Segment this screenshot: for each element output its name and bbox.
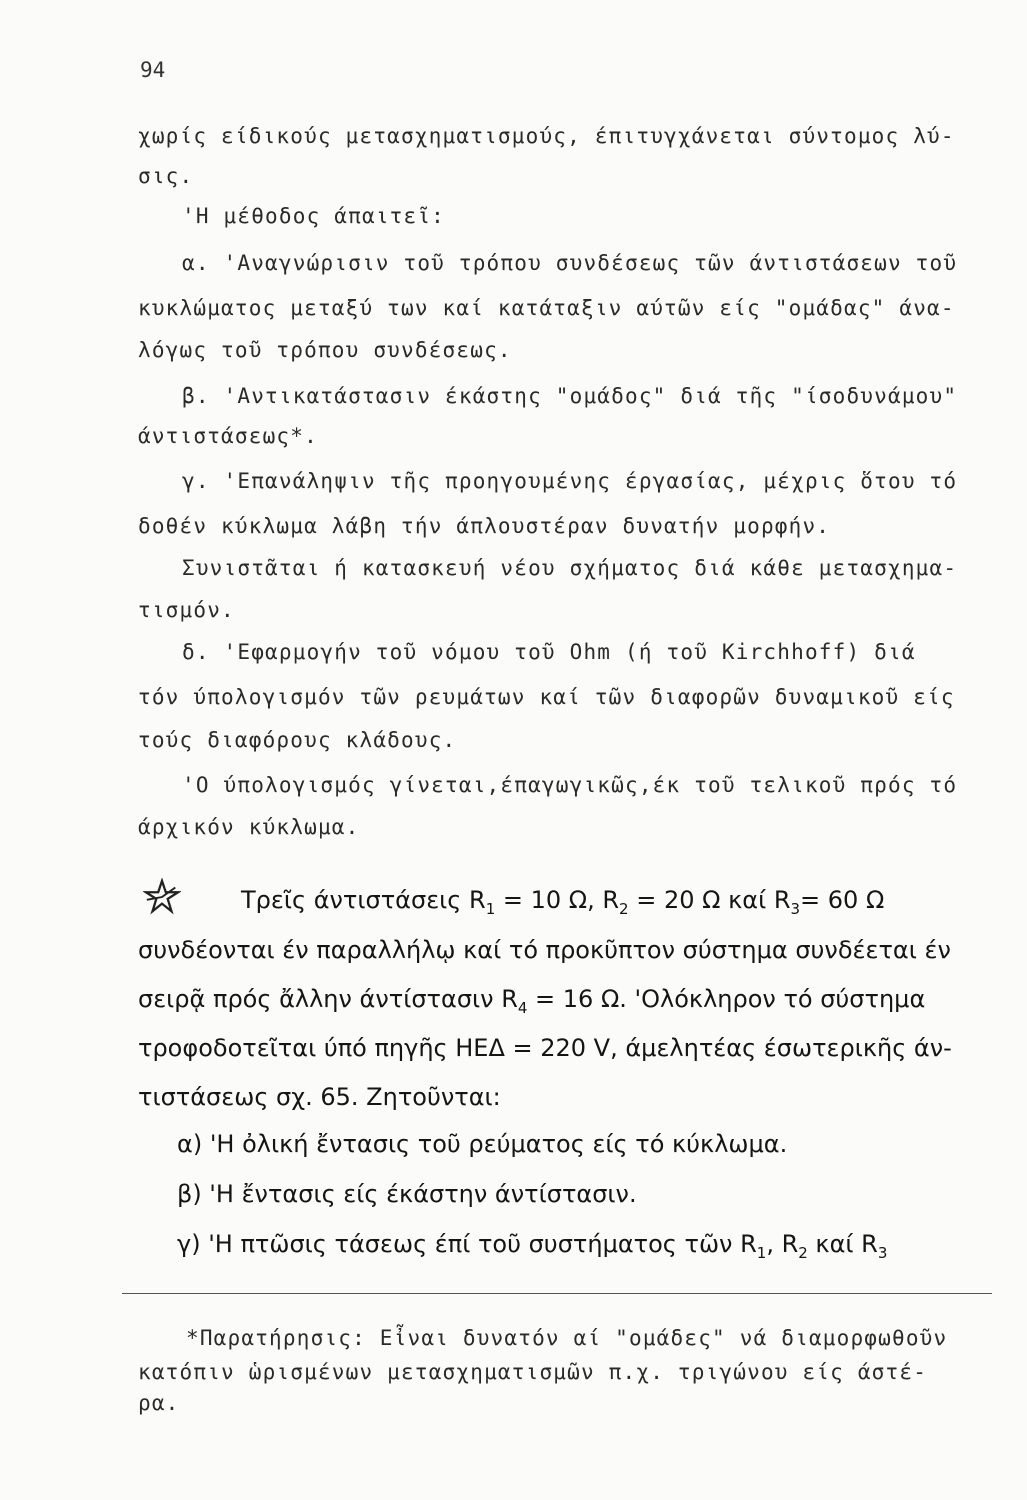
body-line: λόγως τοῦ τρόπου συνδέσεως. [138,338,512,362]
body-line: Συνιστᾶται ή κατασκευή νέου σχήματος διά κάθε μετασχημα- [182,556,958,580]
problem-line-3: σειρᾷ πρός ἄλλην άντίστασιν $R_4 = 16$ Ω. 'Ολόκληρον τό σύστημα [138,985,926,1017]
body-line: 'Ο ύπολογισμός γίνεται,έπαγωγικῶς,έκ τοῦ τελικοῦ πρός τό [182,773,958,797]
page-number: 94 [140,58,166,82]
body-line: χωρίς είδικούς μετασχηματισμούς, έπιτυγχάνεται σύντομος λύ- [138,124,955,148]
footnote-divider [122,1293,992,1294]
footnote-line: *Παρατήρησις: Εἶναι δυνατόν αί "ομάδες" νά διαμορφωθοῦν [186,1326,948,1350]
body-line: δοθέν κύκλωμα λάβη τήν άπλουστέραν δυνατήν μορφήν. [138,514,831,538]
body-line: τισμόν. [138,598,235,622]
body-line: γ. 'Επανάληψιν τῆς προηγουμένης έργασίας, μέχρις ὅτου τό [182,469,958,493]
problem-line-4: τροφοδοτεῖται ύπό πηγῆς ΗΕΔ = 220 V, άμελητέας έσωτερικῆς άν- [138,1034,952,1062]
question-a: α) 'Η ὀλική ἔντασις τοῦ ρεύματος είς τό κύκλωμα. [177,1130,788,1158]
problem-line-5: τιστάσεως σχ. 65. Ζητοῦνται: [138,1083,501,1111]
body-line: β. 'Αντικατάστασιν έκάστης "ομάδος" διά τῆς "ίσοδυνάμου" [182,384,958,408]
problem-line-1: Τρεῖς άντιστάσεις $R_1 = 10$ Ω, $R_2 = 20$ Ω καί $R_3= 60$ Ω [241,886,885,918]
body-line: 'Η μέθοδος άπαιτεῖ: [182,204,446,228]
question-b: β) 'Η ἔντασις είς έκάστην άντίστασιν. [177,1180,637,1208]
body-line: άρχικόν κύκλωμα. [138,815,360,839]
body-line: δ. 'Εφαρμογήν τοῦ νόμου τοῦ Ohm (ή τοῦ Kirchhoff) διά [182,640,916,664]
footnote-line: κατόπιν ὡρισμένων μετασχηματισμῶν π.χ. τριγώνου είς άστέ- [138,1360,928,1384]
body-line: κυκλώματος μεταξύ των καί κατάταξιν αύτῶν είς "ομάδας" άνα- [138,296,955,320]
body-line: τόν ύπολογισμόν τῶν ρευμάτων καί τῶν διαφορῶν δυναμικοῦ είς [138,685,955,709]
question-c: γ) 'Η πτῶσις τάσεως έπί τοῦ συστήματος τῶν $R_1$, $R_2$ καί $R_3$ [177,1230,888,1262]
body-line: τούς διαφόρους κλάδους. [138,728,457,752]
body-line: α. 'Αναγνώρισιν τοῦ τρόπου συνδέσεως τῶν άντιστάσεων τοῦ [182,251,958,275]
footnote-line: ρα. [138,1391,180,1415]
star-icon [143,878,181,916]
body-line: σις. [138,164,194,188]
body-line: άντιστάσεως*. [138,424,318,448]
problem-line-2: συνδέονται έν παραλλήλῳ καί τό προκῦπτον σύστημα συνδέεται έν [138,936,951,964]
